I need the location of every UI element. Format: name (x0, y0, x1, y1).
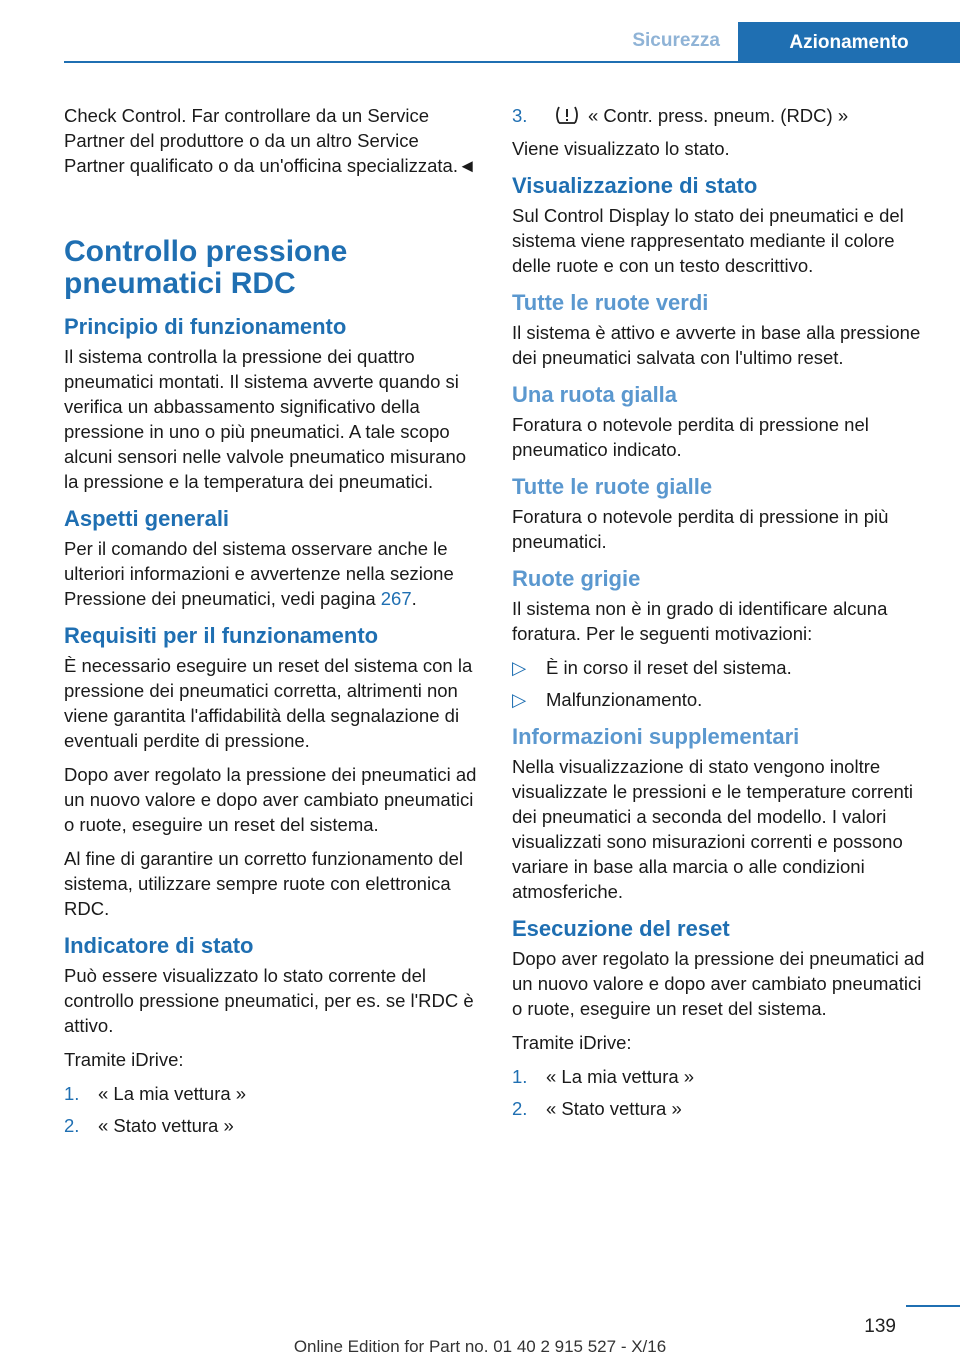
step-text: « Stato vettura » (98, 1115, 234, 1136)
list-item (64, 1113, 484, 1138)
right-column (512, 103, 932, 1128)
status-indicator-text: Può essere visualizzato lo stato corrente del controllo pressione pneumatici, per es. se l'RDC è attivo. (64, 965, 474, 1036)
tire-pressure-warning-icon (554, 105, 580, 125)
step-number: 1. (64, 1083, 80, 1104)
intro-paragraph: Check Control. Far controllare da un Service Partner del produttore o da un altro Service Partner qualificato o da un'officina specializzata.◄ (64, 105, 477, 176)
reason-list (512, 655, 932, 712)
left-column (64, 103, 484, 1145)
heading-grey-wheels: Ruote grigie (512, 566, 641, 591)
list-item (512, 1096, 932, 1121)
requirements-text-1: È necessario eseguire un reset del sistema con la pressione dei pneumatici corretta, altrimenti non viene garantita l'affidabilità della segnalazione di eventuali perdite di pressione. (64, 655, 473, 751)
reset-step-list (512, 1064, 932, 1121)
step-text: « La mia vettura » (98, 1083, 247, 1104)
heading-additional-info: Informazioni supplementari (512, 724, 800, 749)
additional-info-text: Nella visualizzazione di stato vengono inoltre visualizzate le pressioni e le temperature correnti dei pneumatici a seconda del modello. I valori visualizzati sono misurazioni correnti e possono variare in base alla marcia o alle condizioni atmosferiche. (512, 756, 914, 902)
step-number: 2. (512, 1098, 528, 1119)
principle-text: Il sistema controlla la pressione dei quattro pneumatici montati. Il sistema avverte quando si verifica un abbassamento significativo della pressione in uno o più pneumatici. A tale scopo alcuni sensori nelle valvole pneumatico misurano la pressione e la temperatura dei pneumatici. (64, 346, 467, 492)
step-text: « Contr. press. pneum. (RDC) » (588, 105, 849, 126)
header-section-label: Sicurezza (632, 30, 720, 51)
requirements-text-2: Dopo aver regolato la pressione dei pneumatici ad un nuovo valore e dopo aver cambiato pneumatici o ruote, eseguire un reset del sistema. (64, 764, 477, 835)
bullet-text: Malfunzionamento. (546, 689, 703, 710)
heading-all-green: Tutte le ruote verdi (512, 290, 709, 315)
reset-idrive-label: Tramite iDrive: (512, 1032, 632, 1053)
chapter-title: Controllo pressione pneumatici RDC (64, 235, 348, 300)
page-link[interactable]: 267 (380, 588, 412, 609)
heading-status-indicator: Indicatore di stato (64, 933, 254, 958)
step-number: 3. (512, 105, 528, 126)
general-text (64, 536, 484, 611)
heading-one-yellow: Una ruota gialla (512, 382, 678, 407)
list-item (512, 103, 932, 128)
list-item (64, 1081, 484, 1106)
reset-text: Dopo aver regolato la pressione dei pneumatici ad un nuovo valore e dopo aver cambiato pneumatici o ruote, eseguire un reset del sistema. (512, 948, 925, 1019)
one-yellow-text: Foratura o notevole perdita di pressione nel pneumatico indicato. (512, 414, 869, 460)
step-text: « La mia vettura » (546, 1066, 695, 1087)
page-number: 139 (864, 1316, 896, 1337)
all-yellow-text: Foratura o notevole perdita di pressione in più pneumatici. (512, 506, 889, 552)
all-green-text: Il sistema è attivo e avverte in base alla pressione dei pneumatici salvata con l'ultimo reset. (512, 322, 921, 368)
step-result-text: Viene visualizzato lo stato. (512, 138, 730, 159)
heading-status-display: Visualizzazione di stato (512, 173, 758, 198)
heading-principle: Principio di funzionamento (64, 314, 347, 339)
step-text-with-icon (546, 103, 848, 128)
bullet-triangle-icon: ▷ (512, 689, 527, 710)
list-item (512, 655, 932, 680)
list-item (512, 687, 932, 712)
step-number: 1. (512, 1066, 528, 1087)
step-text: « Stato vettura » (546, 1098, 682, 1119)
edition-footer: Online Edition for Part no. 01 40 2 915 527 - X/16 (293, 1337, 667, 1356)
idrive-label: Tramite iDrive: (64, 1049, 184, 1070)
header-active-tab: Azionamento (738, 22, 960, 63)
requirements-text-3: Al fine di garantire un corretto funzionamento del sistema, utilizzare sempre ruote con elettronica RDC. (64, 848, 464, 919)
step-number: 2. (64, 1115, 80, 1136)
bullet-text: È in corso il reset del sistema. (546, 657, 792, 678)
heading-reset: Esecuzione del reset (512, 916, 730, 941)
general-text-body: Per il comando del sistema osservare anche le ulteriori informazioni e avvertenze nella sezione Pressione dei pneumatici, vedi pagina (64, 538, 454, 609)
status-display-text: Sul Control Display lo stato dei pneumatici e del sistema viene rappresentato mediante il colore delle ruote e con un testo descrittivo. (512, 205, 904, 276)
step-list (64, 1081, 484, 1138)
footer-rule (906, 1305, 960, 1307)
heading-general: Aspetti generali (64, 506, 230, 531)
general-text-end: . (411, 588, 417, 609)
bullet-triangle-icon: ▷ (512, 657, 527, 678)
heading-requirements: Requisiti per il funzionamento (64, 623, 379, 648)
heading-all-yellow: Tutte le ruote gialle (512, 474, 713, 499)
grey-wheels-text: Il sistema non è in grado di identificare alcuna foratura. Per le seguenti motivazioni: (512, 598, 888, 644)
list-item (512, 1064, 932, 1089)
